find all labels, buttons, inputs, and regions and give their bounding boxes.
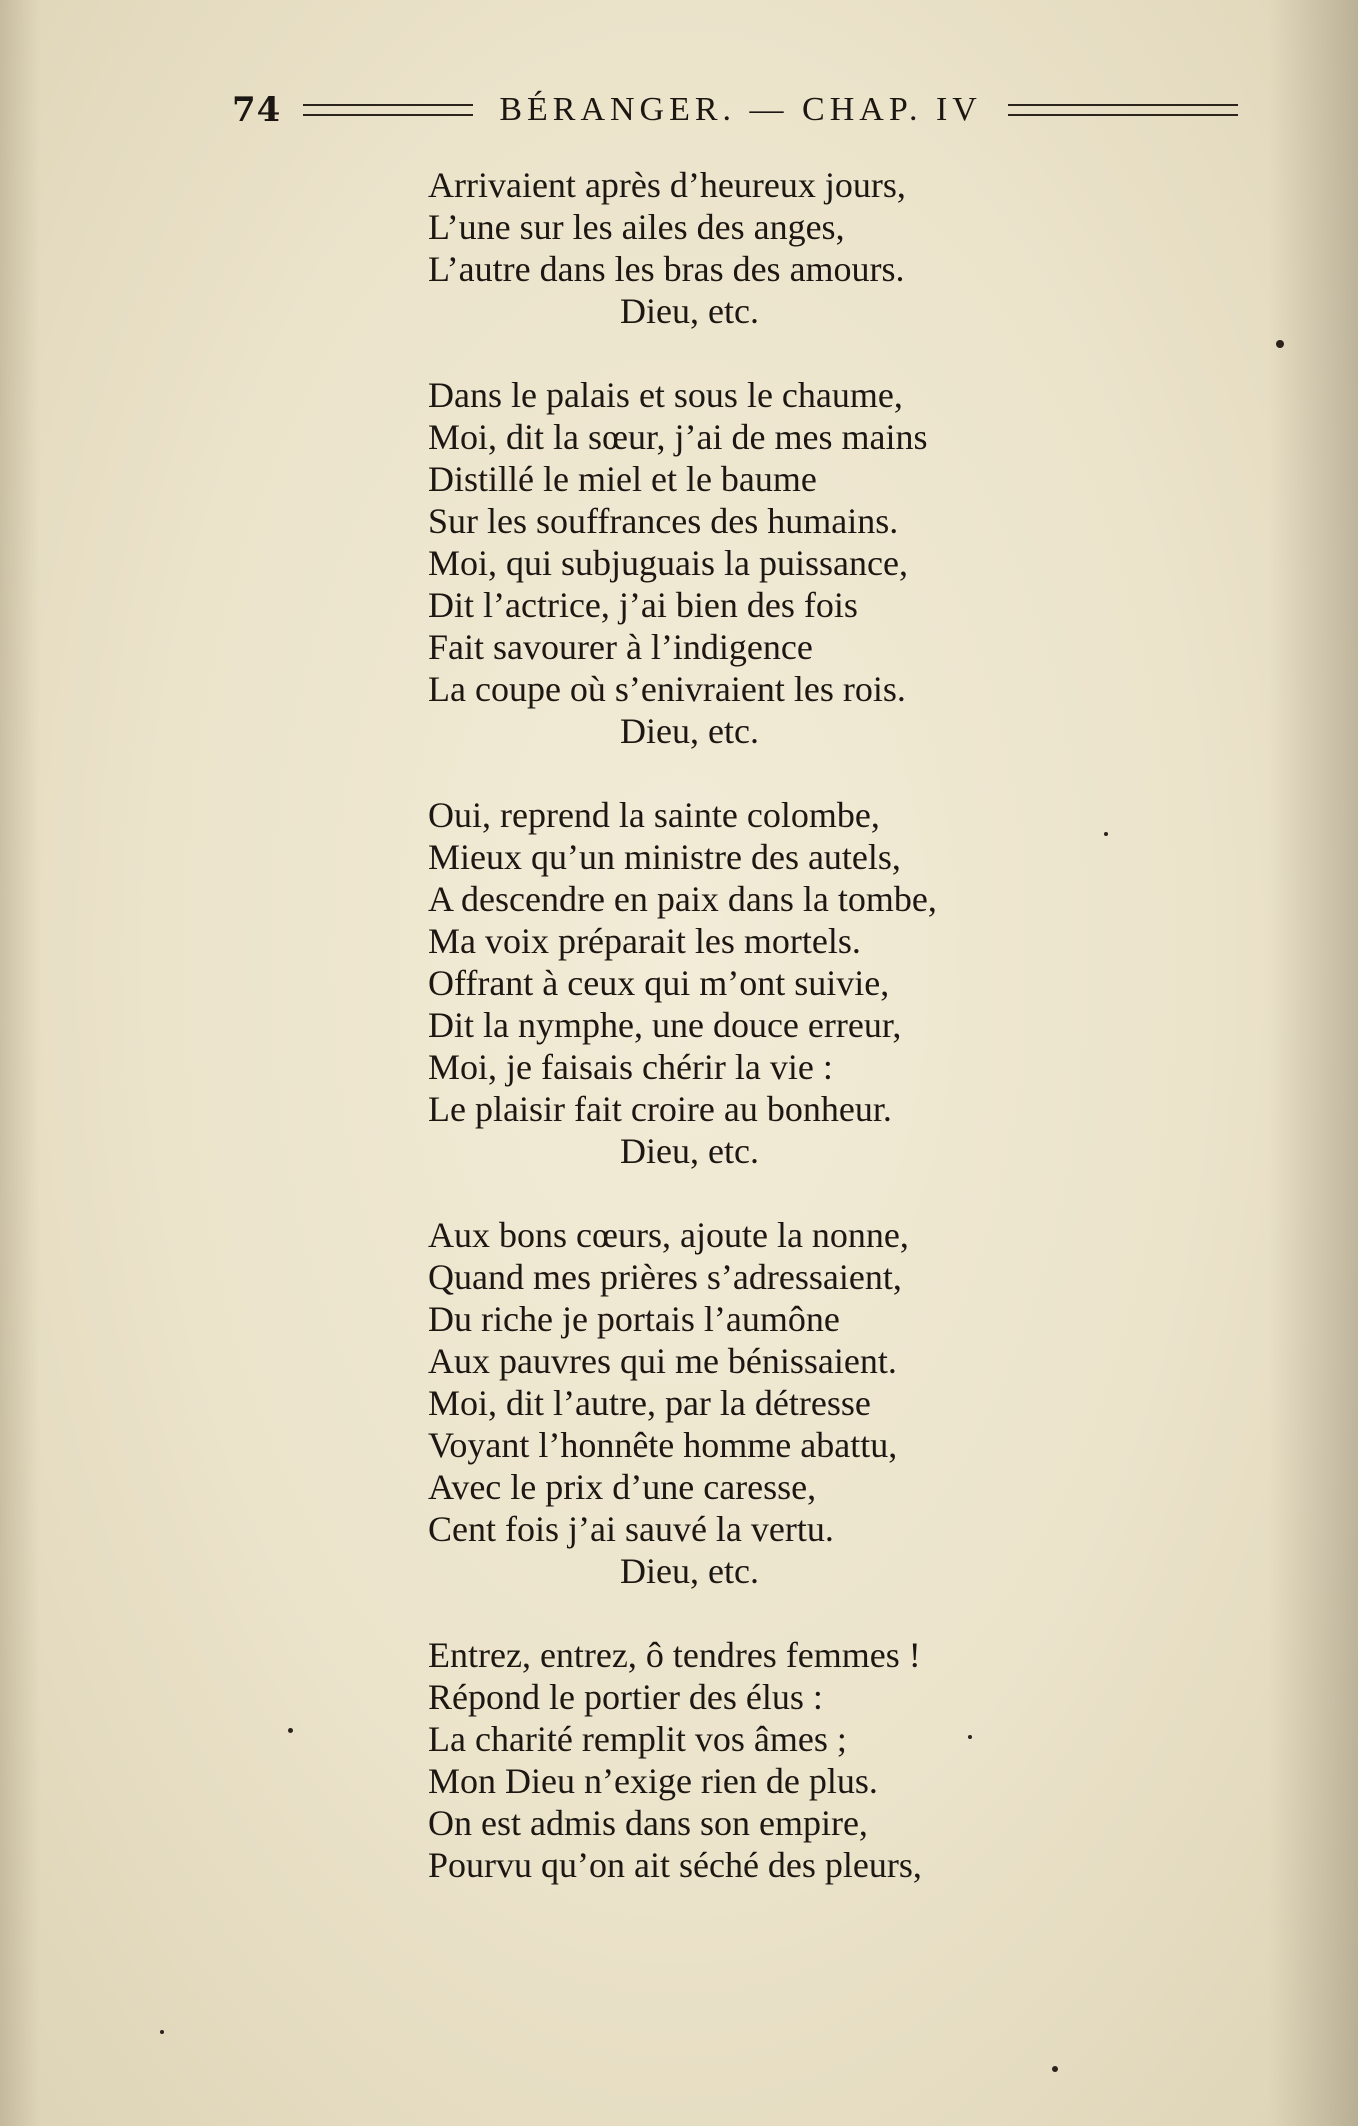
verse-line: L’une sur les ailes des anges, bbox=[428, 207, 845, 247]
poem-text bbox=[428, 164, 1088, 1886]
ink-speck bbox=[160, 2030, 164, 2034]
verse-line: Oui, reprend la sainte colombe, bbox=[428, 795, 880, 835]
ink-speck bbox=[288, 1728, 293, 1733]
ink-speck bbox=[968, 1735, 972, 1739]
ink-speck bbox=[1052, 2066, 1058, 2072]
verse-line: Dit la nymphe, une douce erreur, bbox=[428, 1005, 902, 1045]
stanza bbox=[428, 164, 1088, 332]
verse-line: La coupe où s’enivraient les rois. bbox=[428, 669, 906, 709]
refrain-line: Dieu, etc. bbox=[620, 1131, 759, 1171]
verse-line: Pourvu qu’on ait séché des pleurs, bbox=[428, 1845, 922, 1885]
refrain-line: Dieu, etc. bbox=[620, 291, 759, 331]
stanza bbox=[428, 1214, 1088, 1592]
refrain-line: Dieu, etc. bbox=[620, 1551, 759, 1591]
verse-line: A descendre en paix dans la tombe, bbox=[428, 879, 937, 919]
stanza bbox=[428, 374, 1088, 752]
header-rule-left bbox=[303, 104, 473, 116]
stanza bbox=[428, 1634, 1088, 1886]
ink-speck bbox=[1276, 340, 1284, 348]
verse-line: Moi, dit l’autre, par la détresse bbox=[428, 1383, 871, 1423]
verse-line: Moi, je faisais chérir la vie : bbox=[428, 1047, 833, 1087]
verse-line: Mon Dieu n’exige rien de plus. bbox=[428, 1761, 878, 1801]
running-title: BÉRANGER. — CHAP. IV bbox=[499, 91, 982, 128]
verse-line: Offrant à ceux qui m’ont suivie, bbox=[428, 963, 890, 1003]
verse-line: Distillé le miel et le baume bbox=[428, 459, 817, 499]
verse-line: L’autre dans les bras des amours. bbox=[428, 249, 905, 289]
verse-line: Voyant l’honnête homme abattu, bbox=[428, 1425, 898, 1465]
verse-line: Aux pauvres qui me bénissaient. bbox=[428, 1341, 897, 1381]
verse-line: On est admis dans son empire, bbox=[428, 1803, 868, 1843]
page-edge-shadow-right bbox=[1268, 0, 1358, 2126]
verse-line: Répond le portier des élus : bbox=[428, 1677, 823, 1717]
verse-line: Mieux qu’un ministre des autels, bbox=[428, 837, 901, 877]
verse-line: Moi, qui subjuguais la puissance, bbox=[428, 543, 908, 583]
verse-line: Quand mes prières s’adressaient, bbox=[428, 1257, 902, 1297]
ink-speck bbox=[1104, 832, 1108, 836]
verse-line: La charité remplit vos âmes ; bbox=[428, 1719, 847, 1759]
running-head bbox=[232, 88, 1292, 132]
header-rule-right bbox=[1008, 104, 1238, 116]
verse-line: Avec le prix d’une caresse, bbox=[428, 1467, 817, 1507]
verse-line: Le plaisir fait croire au bonheur. bbox=[428, 1089, 892, 1129]
verse-line: Ma voix préparait les mortels. bbox=[428, 921, 861, 961]
verse-line: Sur les souffrances des humains. bbox=[428, 501, 899, 541]
verse-line: Dans le palais et sous le chaume, bbox=[428, 375, 903, 415]
verse-line: Arrivaient après d’heureux jours, bbox=[428, 165, 906, 205]
verse-line: Fait savourer à l’indigence bbox=[428, 627, 813, 667]
stanza bbox=[428, 794, 1088, 1172]
page-number: 74 bbox=[232, 90, 282, 130]
verse-line: Moi, dit la sœur, j’ai de mes mains bbox=[428, 417, 928, 457]
verse-line: Du riche je portais l’aumône bbox=[428, 1299, 840, 1339]
refrain-line: Dieu, etc. bbox=[620, 711, 759, 751]
page-edge-shadow-left bbox=[0, 0, 40, 2126]
verse-line: Cent fois j’ai sauvé la vertu. bbox=[428, 1509, 834, 1549]
verse-line: Dit l’actrice, j’ai bien des fois bbox=[428, 585, 858, 625]
verse-line: Entrez, entrez, ô tendres femmes ! bbox=[428, 1635, 921, 1675]
verse-line: Aux bons cœurs, ajoute la nonne, bbox=[428, 1215, 909, 1255]
